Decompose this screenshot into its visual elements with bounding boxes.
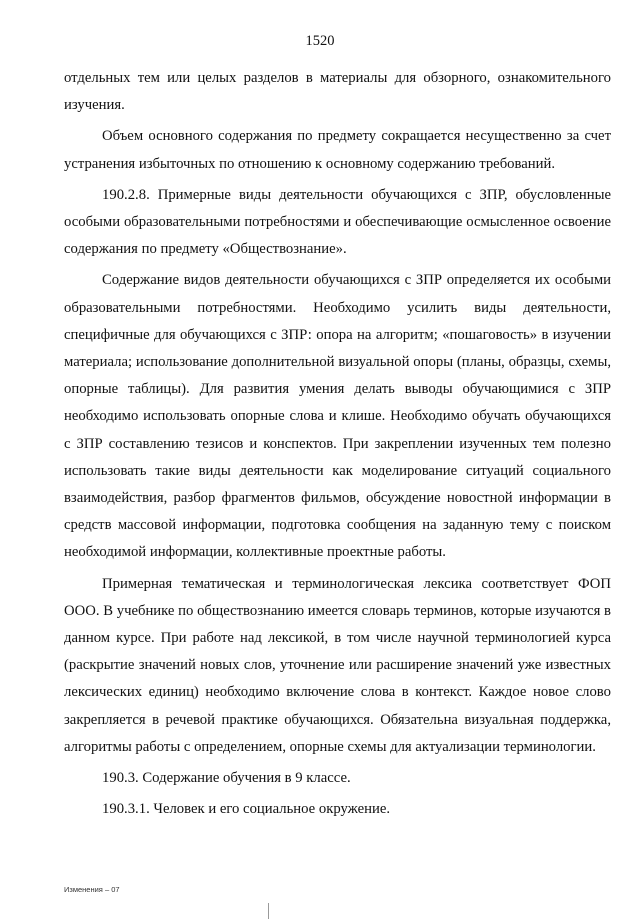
paragraph-section-190-2-8: 190.2.8. Примерные виды деятельности обучающихся с ЗПР, обусловленные особыми образовательными потребностями и обеспечивающие осмысленное освоение содержания по предмету «Обществознание». (64, 186, 611, 258)
paragraph-vocabulary: Примерная тематическая и терминологическая лексика соответствует ФОП ООО. В учебнике по обществознанию имеется словарь терминов, которые изучаются в данном курсе. При работе над лексикой, в том числе научной терминологией курса (раскрытие значений новых слов, уточнение или расширение значений уже известных лексических единиц) необходимо включение слова в контекст. Каждое новое слово закрепляется в речевой практике обучающихся. Обязательна визуальная поддержка, алгоритмы работы с определением, опорные схемы для актуализации терминологии. (64, 575, 611, 755)
heading-section-190-3-1: 190.3.1. Человек и его социальное окружение. (102, 801, 391, 818)
paragraph-content-volume: Объем основного содержания по предмету сокращается несущественно за счет устранения избыточных по отношению к основному содержанию требований. (64, 128, 611, 172)
page-number: 1520 (305, 33, 335, 49)
scan-mark (268, 903, 269, 919)
paragraph-continuation: отдельных тем или целых разделов в материалы для обзорного, ознакомительного изучения. (64, 70, 611, 114)
document-body (64, 65, 611, 823)
footer-revision-note: Изменения – 07 (64, 885, 120, 894)
paragraph-activity-types: Содержание видов деятельности обучающихся с ЗПР определяется их особыми образовательными потребностями. Необходимо усилить виды деятельности, специфичные для обучающихся с ЗПР: опора на алгоритм; «пошаговость» в изучении материала; использование дополнительной визуальной опоры (планы, образцы, схемы, опорные таблицы). Для развития умения делать выводы обучающимися с ЗПР необходимо использовать опорные слова и клише. Необходимо обучать обучающихся с ЗПР составлению тезисов и конспектов. При закреплении изученных тем полезно использовать такие виды деятельности как моделирование ситуаций социального взаимодействия, разбор фрагментов фильмов, обсуждение новостной информации в средств массовой информации, подготовка сообщения на заданную тему с поиском необходимой информации, коллективные проектные работы. (64, 272, 611, 561)
heading-section-190-3: 190.3. Содержание обучения в 9 классе. (102, 770, 351, 787)
